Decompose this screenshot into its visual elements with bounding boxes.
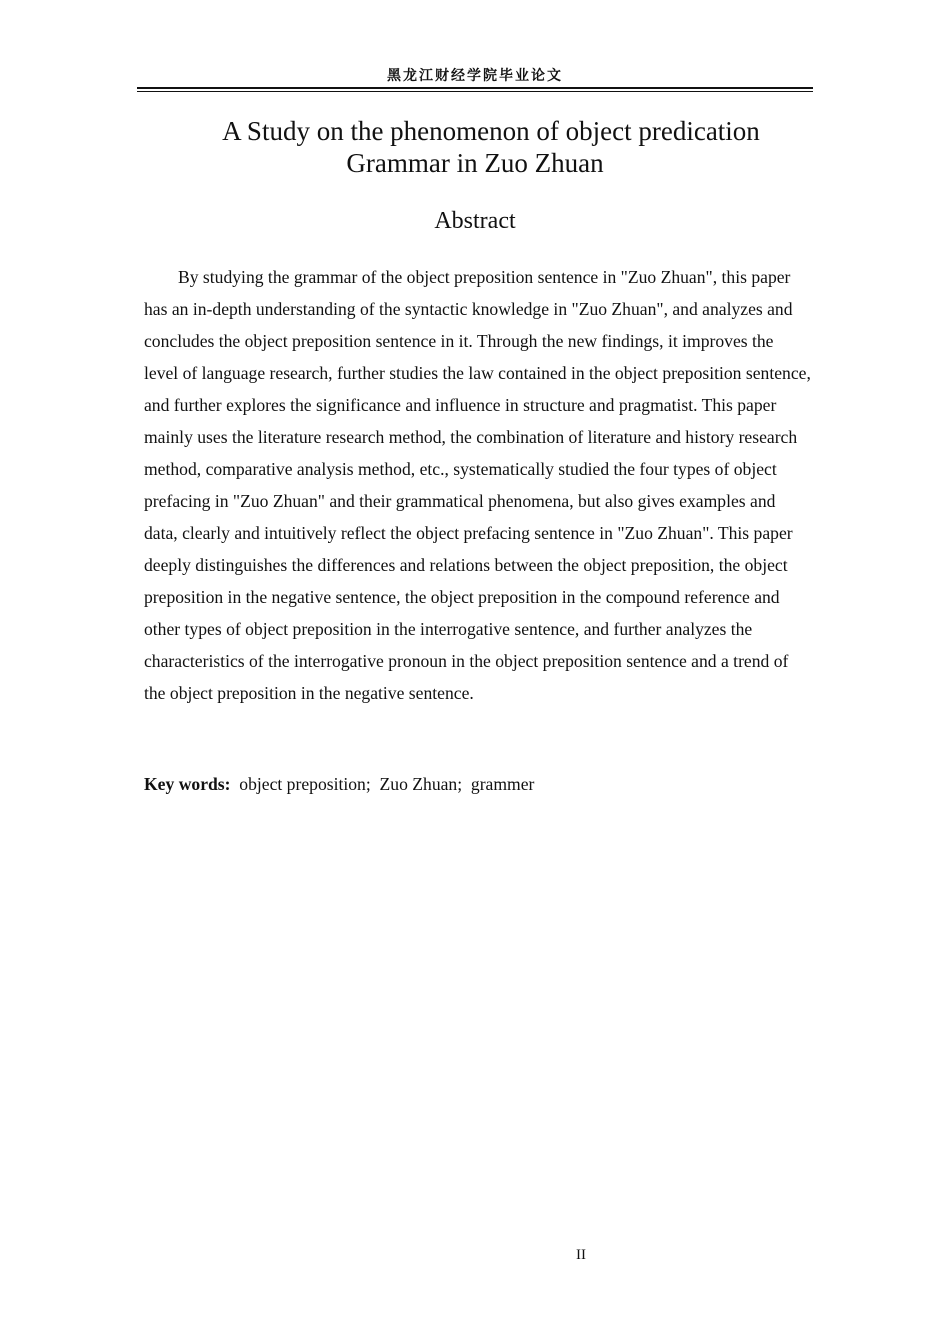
keywords-label: Key words: xyxy=(144,774,231,794)
paper-title-line1: A Study on the phenomenon of object predication xyxy=(222,116,760,146)
abstract-heading: Abstract xyxy=(434,208,516,234)
header-rule-thin xyxy=(137,91,813,92)
abstract-body: By studying the grammar of the object preposition sentence in "Zuo Zhuan", this paper has an in-depth understanding of the syntactic knowledge in "Zuo Zhuan", and analyzes and concludes the object preposition sentence in it. Through the new findings, it improves the level of language research, further studies the law contained in the object preposition sentence, and further explores the significance and influence in structure and pragmatist. This paper mainly uses the literature research method, the combination of literature and history research method, comparative analysis method, etc., systematically studied the four types of object prefacing in "Zuo Zhuan" and their grammatical phenomena, but also gives examples and data, clearly and intuitively reflect the object prefacing sentence in "Zuo Zhuan". This paper deeply distinguishes the differences and relations between the object preposition, the object preposition in the negative sentence, the object preposition in the compound reference and other types of object preposition in the interrogative sentence, and further analyzes the characteristics of the interrogative pronoun in the object preposition sentence and a trend of the object preposition in the negative sentence. xyxy=(144,267,811,703)
paper-title-line2: Grammar in Zuo Zhuan xyxy=(346,148,604,178)
page-number: II xyxy=(576,1247,586,1263)
keywords-value: object preposition; Zuo Zhuan; grammer xyxy=(230,774,535,794)
paper-title xyxy=(137,115,813,179)
running-header: 黑龙江财经学院毕业论文 xyxy=(387,68,563,84)
keywords-line xyxy=(144,768,812,800)
header-rule-thick xyxy=(137,87,813,89)
